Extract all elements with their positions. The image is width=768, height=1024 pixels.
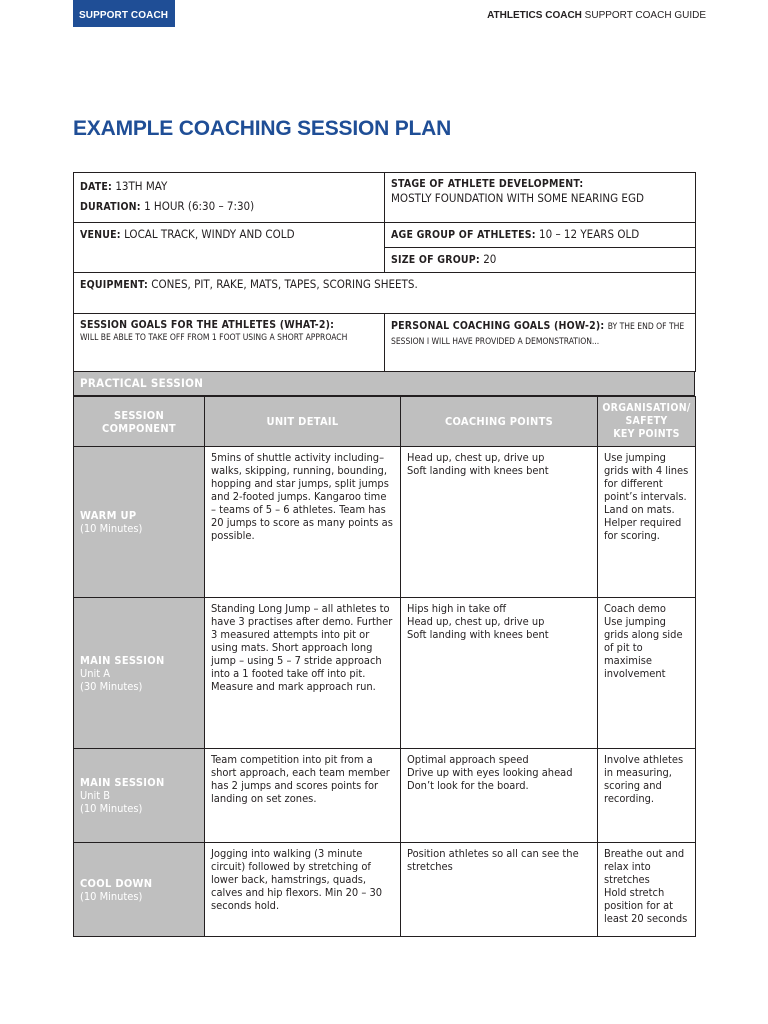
coaching-point: Soft landing with knees bent: [407, 464, 549, 477]
athlete-goals-value: WILL BE ABLE TO TAKE OFF FROM 1 FOOT USING A SHORT APPROACH: [80, 333, 348, 343]
practical-session-table: [73, 396, 696, 937]
table-row: [74, 843, 696, 937]
athlete-goals-cell: [74, 314, 385, 372]
date-duration-cell: [74, 173, 385, 223]
column-header-unit-detail: UNIT DETAIL: [205, 397, 401, 447]
stage-value: MOSTLY FOUNDATION WITH SOME NEARING EGD: [391, 191, 644, 205]
component-name: MAIN SESSION: [80, 653, 165, 667]
component-name: MAIN SESSION: [80, 776, 165, 789]
unit-detail-cell: Jogging into walking (3 minute circuit) followed by stretching of lower back, hamstrings, quads, calves and hip flexors. Min 20 – 30 seconds hold.: [205, 843, 401, 937]
duration-value: 1 HOUR (6:30 – 7:30): [144, 199, 255, 213]
coach-goals-value: BY THE END OF THE SESSION I WILL HAVE PROVIDED A DEMONSTRATION...: [391, 322, 685, 347]
component-name: COOL DOWN: [80, 876, 153, 890]
coaching-points-cell: [401, 749, 598, 843]
organisation-cell: [598, 598, 696, 749]
duration-label: DURATION:: [80, 201, 141, 213]
component-cell: [74, 843, 205, 937]
coaching-points-cell: [401, 447, 598, 598]
guide-header-bold: ATHLETICS COACH: [487, 10, 582, 21]
venue-label: VENUE:: [80, 229, 121, 241]
component-unit: Unit B: [80, 789, 111, 802]
component-duration: (10 Minutes): [80, 802, 143, 815]
organisation-point: Use jumping grids along side of pit to maximise involvement: [604, 615, 683, 680]
guide-header: [487, 10, 706, 21]
organisation-point: Breathe out and relax into stretches: [604, 847, 685, 886]
plan-details-table: [73, 172, 696, 372]
age-group-cell: [385, 223, 696, 248]
column-header-organisation-line: ORGANISATION/: [602, 402, 691, 414]
equipment-label: EQUIPMENT:: [80, 279, 148, 291]
group-size-label: SIZE OF GROUP:: [391, 254, 480, 266]
component-cell: [74, 598, 205, 749]
unit-detail-cell: Standing Long Jump – all athletes to have 3 practises after demo. Further 3 measured attempts into pit or using mats. Short approach long jump – using 5 – 7 stride approach into a 1 footed take off into pit. Measure and mark approach run.: [205, 598, 401, 749]
coaching-point: Hips high in take off: [407, 602, 507, 615]
unit-detail-cell: 5mins of shuttle activity including– walks, skipping, running, bounding, hopping and star jumps, split jumps and 2-footed jumps. Kangaroo time – teams of 5 – 6 athletes. Team has 20 jumps to score as many points as possible.: [205, 447, 401, 598]
column-header-organisation: [598, 397, 696, 447]
table-row: [74, 749, 696, 843]
coach-goals-label: PERSONAL COACHING GOALS (HOW-2):: [391, 320, 605, 332]
column-header-component-line: COMPONENT: [102, 421, 176, 435]
group-size-cell: [385, 248, 696, 273]
component-name: WARM UP: [80, 509, 137, 522]
component-duration: (30 Minutes): [80, 679, 143, 693]
equipment-value: CONES, PIT, RAKE, MATS, TAPES, SCORING SHEETS.: [151, 277, 418, 291]
date-label: DATE:: [80, 181, 113, 193]
stage-cell: [385, 173, 696, 223]
organisation-cell: Use jumping grids with 4 lines for different point’s intervals. Land on mats. Helper required for scoring.: [598, 447, 696, 598]
age-group-label: AGE GROUP OF ATHLETES:: [391, 229, 536, 241]
organisation-point: Hold stretch position for at least 20 seconds: [604, 886, 688, 925]
coaching-point: Position athletes so all can see the stretches: [407, 847, 579, 873]
coaching-point: Head up, chest up, drive up: [407, 615, 545, 628]
coaching-points-cell: [401, 598, 598, 749]
component-cell: [74, 749, 205, 843]
athlete-goals-label: SESSION GOALS FOR THE ATHLETES (WHAT-2):: [80, 319, 335, 331]
unit-detail-cell: Team competition into pit from a short approach, each team member has 2 jumps and scores points for landing on set zones.: [205, 749, 401, 843]
page-title: EXAMPLE COACHING SESSION PLAN: [73, 117, 452, 140]
column-header-component: [74, 397, 205, 447]
coaching-point: Drive up with eyes looking ahead: [407, 766, 573, 779]
venue-cell: [74, 223, 385, 273]
column-header-row: [74, 397, 696, 447]
session-plan: [73, 172, 695, 937]
component-duration: (10 Minutes): [80, 522, 143, 535]
date-value: 13TH MAY: [115, 179, 168, 193]
coaching-point: Don’t look for the board.: [407, 779, 529, 792]
column-header-coaching-points: COACHING POINTS: [401, 397, 598, 447]
organisation-point: Coach demo: [604, 602, 666, 615]
coaching-points-cell: [401, 843, 598, 937]
section-tag: SUPPORT COACH: [73, 0, 175, 27]
table-row: [74, 447, 696, 598]
group-size-value: 20: [483, 252, 497, 266]
equipment-cell: [74, 273, 696, 314]
component-unit: Unit A: [80, 666, 111, 680]
coaching-point: Optimal approach speed: [407, 753, 529, 766]
age-group-value: 10 – 12 YEARS OLD: [539, 227, 640, 241]
coach-goals-cell: [385, 314, 696, 372]
coaching-point: Head up, chest up, drive up: [407, 451, 545, 464]
practical-session-heading: PRACTICAL SESSION: [73, 372, 695, 396]
column-header-component-line: SESSION: [113, 408, 165, 422]
table-row: [74, 598, 696, 749]
organisation-cell: Involve athletes in measuring, scoring and recording.: [598, 749, 696, 843]
column-header-organisation-line: SAFETY: [625, 415, 668, 427]
coaching-point: Soft landing with knees bent: [407, 628, 549, 641]
organisation-cell: [598, 843, 696, 937]
venue-value: LOCAL TRACK, WINDY AND COLD: [124, 227, 295, 241]
column-header-organisation-line: KEY POINTS: [613, 428, 680, 440]
component-cell: [74, 447, 205, 598]
component-duration: (10 Minutes): [80, 889, 143, 903]
guide-header-rest: SUPPORT COACH GUIDE: [584, 10, 706, 21]
stage-label: STAGE OF ATHLETE DEVELOPMENT:: [391, 178, 584, 190]
